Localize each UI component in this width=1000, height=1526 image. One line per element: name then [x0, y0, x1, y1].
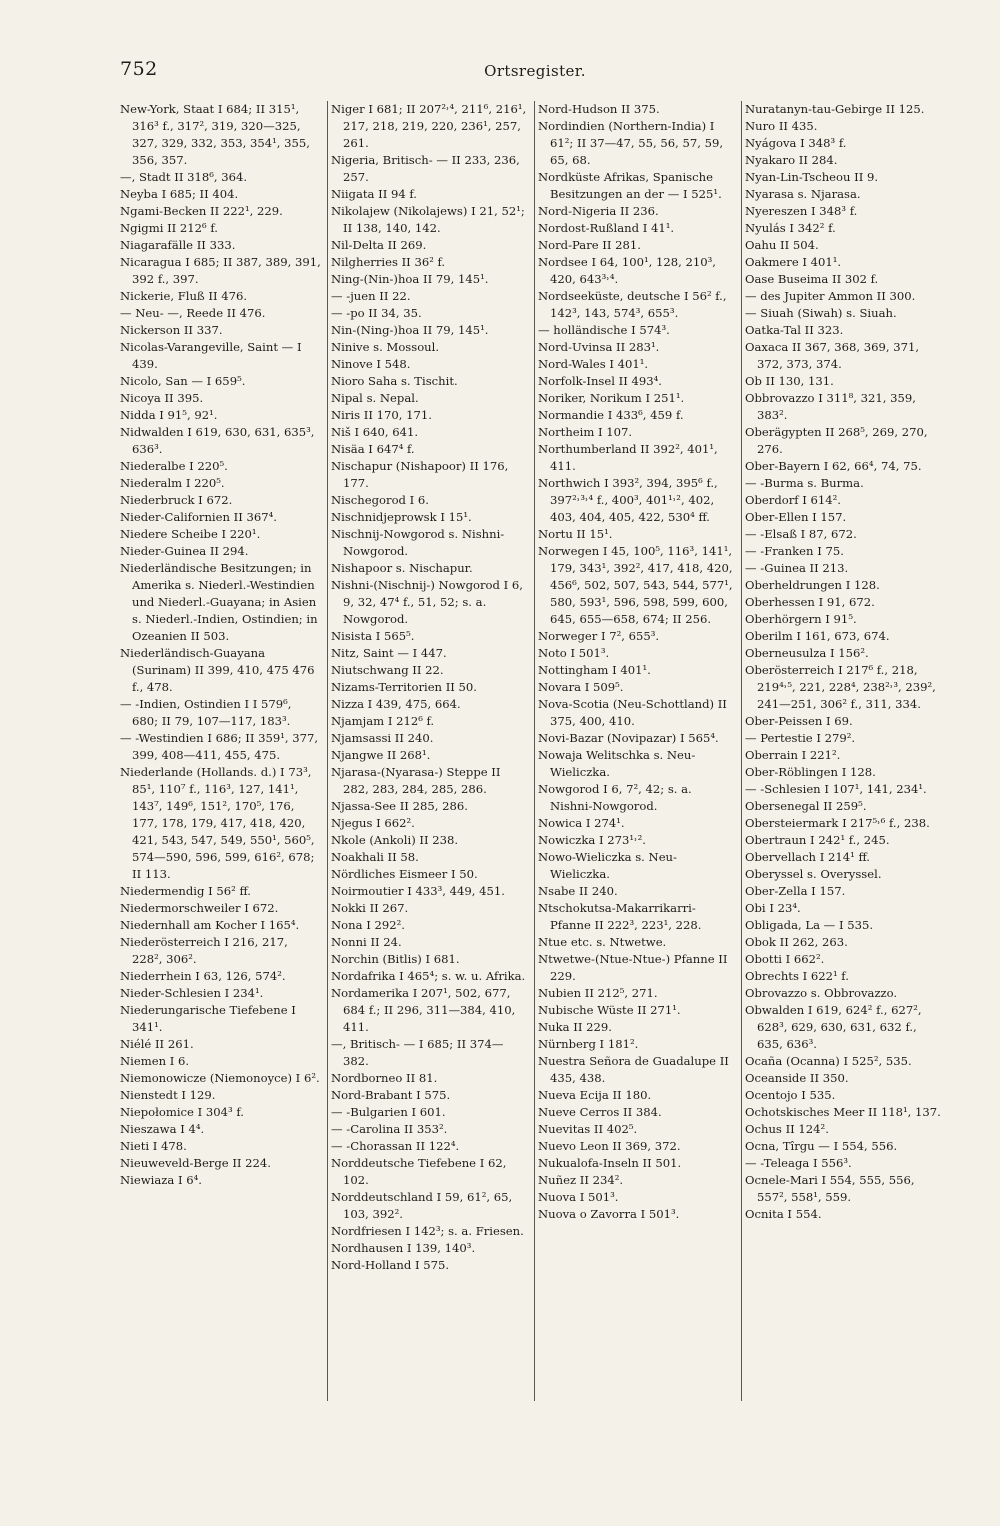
index-entry: — -Bulgarien I 601. — [331, 1105, 446, 1119]
index-entry: Nishni-(Nischnij-) Nowgorod I 6, 9, 32, 47⁴ f., 51, 52; s. a. Nowgorod. — [331, 578, 523, 626]
index-entry: Nickerson II 337. — [120, 323, 223, 337]
index-entry: Nord-Nigeria II 236. — [538, 204, 659, 218]
index-entry: Nitz, Saint — I 447. — [331, 646, 447, 660]
index-entry: Obi I 23⁴. — [745, 901, 801, 915]
index-entry: Niagarafälle II 333. — [120, 238, 236, 252]
index-columns — [120, 101, 950, 1401]
index-entry: Nioro Saha s. Tischit. — [331, 374, 458, 388]
index-entry: Nowo-Wieliczka s. Neu-Wieliczka. — [538, 850, 677, 881]
index-entry: Ninove I 548. — [331, 357, 411, 371]
index-entry: Nordafrika I 465⁴; s. w. u. Afrika. — [331, 969, 526, 983]
index-entry: Obrechts I 622¹ f. — [745, 969, 849, 983]
index-entry: Nin-(Ning-)hoa II 79, 145¹. — [331, 323, 489, 337]
index-entry: Nyágova I 348³ f. — [745, 136, 847, 150]
index-entry: Niederungarische Tiefebene I 341¹. — [120, 1003, 296, 1034]
index-entry: Oatka-Tal II 323. — [745, 323, 844, 337]
index-entry: —, Stadt II 318⁶, 364. — [120, 170, 248, 184]
index-entry: Noriker, Norikum I 251¹. — [538, 391, 685, 405]
index-entry: Nowaja Welitschka s. Neu-Wieliczka. — [538, 748, 696, 779]
index-entry: Nieszawa I 4⁴. — [120, 1122, 205, 1136]
index-entry: Niederösterreich I 216, 217, 228², 306². — [120, 935, 288, 966]
index-entry: Norddeutsche Tiefebene I 62, 102. — [331, 1156, 507, 1187]
index-entry: Nischapur (Nishapoor) II 176, 177. — [331, 459, 509, 490]
index-entry: — -Carolina II 353². — [331, 1122, 448, 1136]
index-entry: — des Jupiter Ammon II 300. — [745, 289, 916, 303]
index-entry: Nowica I 274¹. — [538, 816, 625, 830]
index-entry: Niederbruck I 672. — [120, 493, 233, 507]
index-entry: Ocnele-Mari I 554, 555, 556, 557², 558¹, 559. — [745, 1173, 915, 1204]
index-entry: Norchin (Bitlis) I 681. — [331, 952, 460, 966]
index-entry: Obersenegal II 259⁵. — [745, 799, 867, 813]
index-entry: Oase Buseima II 302 f. — [745, 272, 879, 286]
index-entry: Nordamerika I 207¹, 502, 677, 684 f.; II 296, 311—384, 410, 411. — [331, 986, 516, 1034]
index-entry: Niederalm I 220⁵. — [120, 476, 225, 490]
index-entry: Nordsee I 64, 100¹, 128, 210³, 420, 643³˒⁴. — [538, 255, 716, 286]
index-entry: Ninive s. Mossoul. — [331, 340, 440, 354]
index-column-3 — [534, 101, 741, 1401]
index-entry: Nipal s. Nepal. — [331, 391, 419, 405]
index-column-2 — [327, 101, 534, 1401]
index-entry: Nortu II 15¹. — [538, 527, 613, 541]
index-entry: Nyereszen I 348³ f. — [745, 204, 858, 218]
index-entry: Nizams-Territorien II 50. — [331, 680, 477, 694]
index-entry: Norweger I 7², 655³. — [538, 629, 660, 643]
index-entry: Nowiczka I 273¹˒². — [538, 833, 646, 847]
index-entry: Nord-Brabant I 575. — [331, 1088, 451, 1102]
index-entry: Ntwetwe-(Ntue-Ntue-) Pfanne II 229. — [538, 952, 728, 983]
index-entry: Nuratanyn-tau-Gebirge II 125. — [745, 102, 925, 116]
page-header — [120, 58, 950, 88]
index-entry: Ocnita I 554. — [745, 1207, 822, 1221]
index-entry: Nottingham I 401¹. — [538, 663, 651, 677]
index-entry: Nordseeküste, deutsche I 56² f., 142³, 143, 574³, 655³. — [538, 289, 727, 320]
index-entry: Niedermorschweiler I 672. — [120, 901, 279, 915]
index-entry: Nueve Cerros II 384. — [538, 1105, 662, 1119]
index-entry: Obbrovazzo I 311⁸, 321, 359, 383². — [745, 391, 916, 422]
index-entry: Nikolajew (Nikolajews) I 21, 52¹; II 138, 140, 142. — [331, 204, 525, 235]
index-entry: Nicaragua I 685; II 387, 389, 391, 392 f., 397. — [120, 255, 321, 286]
index-entry: Nicolas-Varangeville, Saint — I 439. — [120, 340, 302, 371]
index-entry: Northumberland II 392², 401¹, 411. — [538, 442, 718, 473]
index-entry: Ober-Bayern I 62, 66⁴, 74, 75. — [745, 459, 922, 473]
index-entry: Niigata II 94 f. — [331, 187, 417, 201]
index-entry: Nishapoor s. Nischapur. — [331, 561, 473, 575]
index-entry: — -Chorassan II 122⁴. — [331, 1139, 460, 1153]
index-entry: Nordindien (Northern-India) I 61²; II 37—47, 55, 56, 57, 59, 65, 68. — [538, 119, 724, 167]
index-entry: Ngami-Becken II 222¹, 229. — [120, 204, 283, 218]
index-entry: Nidwalden I 619, 630, 631, 635³, 636³. — [120, 425, 315, 456]
index-entry: Niederalbe I 220⁵. — [120, 459, 228, 473]
index-entry: Obok II 262, 263. — [745, 935, 848, 949]
index-entry: Nord-Wales I 401¹. — [538, 357, 649, 371]
index-entry: Ocaña (Ocanna) I 525², 535. — [745, 1054, 912, 1068]
index-entry: Niedermendig I 56² ff. — [120, 884, 251, 898]
index-entry: Nueva Ecija II 180. — [538, 1088, 652, 1102]
index-entry: Niewiaza I 6⁴. — [120, 1173, 202, 1187]
index-entry: Oahu II 504. — [745, 238, 819, 252]
index-entry: Niris II 170, 171. — [331, 408, 432, 422]
index-entry: Niger I 681; II 207²˒⁴, 211⁶, 216¹, 217, 218, 219, 220, 236¹, 257, 261. — [331, 102, 527, 150]
index-entry: — -Guinea II 213. — [745, 561, 849, 575]
index-entry: Novi-Bazar (Novipazar) I 565⁴. — [538, 731, 719, 745]
index-entry: Nienstedt I 129. — [120, 1088, 216, 1102]
index-entry: Nordborneo II 81. — [331, 1071, 438, 1085]
index-entry: Neyba I 685; II 404. — [120, 187, 239, 201]
index-entry: — -Indien, Ostindien I I 579⁶, 680; II 79, 107—117, 183³. — [120, 697, 292, 728]
index-entry: New-York, Staat I 684; II 315¹, 316³ f., 317², 319, 320—325, 327, 329, 332, 353, 354¹, 355, 356, 357. — [120, 102, 310, 167]
index-entry: Njangwe II 268¹. — [331, 748, 431, 762]
index-entry: Ngigmi II 212⁶ f. — [120, 221, 218, 235]
index-entry: Nokki II 267. — [331, 901, 409, 915]
index-entry: Nicolo, San — I 659⁵. — [120, 374, 246, 388]
index-entry: Njegus I 662². — [331, 816, 415, 830]
index-entry: Noirmoutier I 433³, 449, 451. — [331, 884, 505, 898]
index-entry: Oberyssel s. Overyssel. — [745, 867, 882, 881]
index-entry: Niedernhall am Kocher I 165⁴. — [120, 918, 300, 932]
index-entry: Obervellach I 214¹ ff. — [745, 850, 870, 864]
index-entry: Nyulás I 342² f. — [745, 221, 836, 235]
index-entry: Niemen I 6. — [120, 1054, 190, 1068]
index-entry: Nürnberg I 181². — [538, 1037, 639, 1051]
index-entry: Nova-Scotia (Neu-Schottland) II 375, 400, 410. — [538, 697, 727, 728]
index-entry: Nischnij-Nowgorod s. Nishni-Nowgorod. — [331, 527, 505, 558]
index-entry: Ntschokutsa-Makarrikarri-Pfanne II 222³, 223¹, 228. — [538, 901, 702, 932]
index-entry: — -Burma s. Burma. — [745, 476, 864, 490]
index-entry: Noto I 501³. — [538, 646, 610, 660]
index-entry: Nuova o Zavorra I 501³. — [538, 1207, 680, 1221]
index-entry: Nuestra Señora de Guadalupe II 435, 438. — [538, 1054, 729, 1085]
index-entry: Nyarasa s. Njarasa. — [745, 187, 861, 201]
index-entry: Niederländische Besitzungen; in Amerika s. Niederl.-Westindien und Niederl.-Guayana; in Asien s. Niederl.-Indien, Ostindien; in Ozeanien II 503. — [120, 561, 318, 643]
index-entry: Oakmere I 401¹. — [745, 255, 842, 269]
index-entry: Niedere Scheibe I 220¹. — [120, 527, 261, 541]
index-entry: Niepołomice I 304³ f. — [120, 1105, 244, 1119]
index-entry: Nicoya II 395. — [120, 391, 204, 405]
index-entry: Northeim I 107. — [538, 425, 633, 439]
index-entry: — -Elsaß I 87, 672. — [745, 527, 857, 541]
index-entry: Nieuweveld-Berge II 224. — [120, 1156, 271, 1170]
index-entry: Nuka II 229. — [538, 1020, 612, 1034]
index-entry: —, Britisch- — I 685; II 374—382. — [331, 1037, 504, 1068]
index-entry: Njassa-See II 285, 286. — [331, 799, 468, 813]
index-entry: Oberhessen I 91, 672. — [745, 595, 875, 609]
index-entry: — -po II 34, 35. — [331, 306, 422, 320]
index-entry: Nord-Uvinsa II 283¹. — [538, 340, 660, 354]
index-entry: — Siuah (Siwah) s. Siuah. — [745, 306, 897, 320]
index-entry: Ocna, Tîrgu — I 554, 556. — [745, 1139, 898, 1153]
index-entry: Nischnidjeprowsk I 15¹. — [331, 510, 472, 524]
index-entry: Nuro II 435. — [745, 119, 818, 133]
index-entry: Nordost-Rußland I 41¹. — [538, 221, 675, 235]
index-entry: Nona I 292². — [331, 918, 405, 932]
index-entry: Oberilm I 161, 673, 674. — [745, 629, 890, 643]
index-entry: — -Franken I 75. — [745, 544, 844, 558]
index-entry: Nubische Wüste II 271¹. — [538, 1003, 681, 1017]
index-entry: Nuñez II 234². — [538, 1173, 624, 1187]
index-entry: Ob II 130, 131. — [745, 374, 834, 388]
index-entry: Njarasa-(Nyarasa-) Steppe II 282, 283, 284, 285, 286. — [331, 765, 501, 796]
index-entry: Oberägypten II 268⁵, 269, 270, 276. — [745, 425, 928, 456]
index-entry: Njamsassi II 240. — [331, 731, 434, 745]
index-entry: Obwalden I 619, 624² f., 627², 628³, 629, 630, 631, 632 f., 635, 636³. — [745, 1003, 922, 1051]
index-entry: Nowgorod I 6, 7², 42; s. a. Nishni-Nowgorod. — [538, 782, 692, 813]
index-column-4 — [741, 101, 948, 1401]
index-entry: Norddeutschland I 59, 61², 65, 103, 392². — [331, 1190, 513, 1221]
index-entry: Nischegorod I 6. — [331, 493, 429, 507]
index-entry: Normandie I 433⁶, 459 f. — [538, 408, 684, 422]
index-entry: Oaxaca II 367, 368, 369, 371, 372, 373, 374. — [745, 340, 920, 371]
index-entry: Niederlande (Hollands. d.) I 73³, 85¹, 110⁷ f., 116³, 127, 141¹, 143⁷, 149⁶, 151², 170⁵, 176, 177, 178, 179, 417, 418, 420, 421, 543, 547, 549, 550¹, 560⁵, 574—590, 596, 599, 616², 678; II 113. — [120, 765, 315, 881]
index-entry: Noakhali II 58. — [331, 850, 419, 864]
index-entry: Ober-Zella I 157. — [745, 884, 846, 898]
index-entry: Obotti I 662². — [745, 952, 825, 966]
index-entry: Nieder-Guinea II 294. — [120, 544, 249, 558]
index-entry: Niélé II 261. — [120, 1037, 194, 1051]
index-entry: Nord-Hudson II 375. — [538, 102, 660, 116]
index-entry: — Neu- —, Reede II 476. — [120, 306, 266, 320]
index-entry: Nordfriesen I 142³; s. a. Friesen. — [331, 1224, 524, 1238]
index-entry: Ochotskisches Meer II 118¹, 137. — [745, 1105, 941, 1119]
index-entry: — -Schlesien I 107¹, 141, 234¹. — [745, 782, 927, 796]
index-entry: Ocentojo I 535. — [745, 1088, 836, 1102]
index-entry: Nilgherries II 36² f. — [331, 255, 446, 269]
index-entry: Obersteiermark I 217⁵˒⁶ f., 238. — [745, 816, 930, 830]
index-entry: Obligada, La — I 535. — [745, 918, 874, 932]
index-entry: Nsabe II 240. — [538, 884, 618, 898]
index-entry: Nil-Delta II 269. — [331, 238, 427, 252]
index-entry: Oberdorf I 614². — [745, 493, 841, 507]
index-entry: Ochus II 124². — [745, 1122, 829, 1136]
index-entry: Oberneusulza I 156². — [745, 646, 869, 660]
index-column-1 — [120, 101, 327, 1401]
index-entry: — -Westindien I 686; II 359¹, 377, 399, 408—411, 455, 475. — [120, 731, 319, 762]
index-entry: Obrovazzo s. Obbrovazzo. — [745, 986, 898, 1000]
index-entry: Nuova I 501³. — [538, 1190, 619, 1204]
index-entry: Ober-Röblingen I 128. — [745, 765, 876, 779]
index-entry: Nonni II 24. — [331, 935, 402, 949]
index-entry: Nizza I 439, 475, 664. — [331, 697, 461, 711]
index-entry: Niemonowicze (Niemonoyce) I 6². — [120, 1071, 320, 1085]
index-entry: Nidda I 91⁵, 92¹. — [120, 408, 218, 422]
index-entry: Ober-Ellen I 157. — [745, 510, 847, 524]
index-entry: Northwich I 393², 394, 395⁶ f., 397²˒³˒⁴ f., 400³, 401¹˒², 402, 403, 404, 405, 422, 530⁴ ff. — [538, 476, 718, 524]
index-entry: Niederländisch-Guayana (Surinam) II 399, 410, 475 476 f., 478. — [120, 646, 315, 694]
index-entry: Niš I 640, 641. — [331, 425, 419, 439]
index-entry: Nördliches Eismeer I 50. — [331, 867, 478, 881]
index-entry: — -juen II 22. — [331, 289, 411, 303]
index-entry: Nyan-Lin-Tscheou II 9. — [745, 170, 879, 184]
index-entry: Oberösterreich I 217⁶ f., 218, 219⁴˒⁵, 221, 228⁴, 238²˒³, 239², 241—251, 306² f., 311, 334. — [745, 663, 936, 711]
index-entry: Ntue etc. s. Ntwetwe. — [538, 935, 667, 949]
index-entry: Nuevitas II 402⁵. — [538, 1122, 638, 1136]
index-entry: Niederrhein I 63, 126, 574². — [120, 969, 286, 983]
index-entry: Njamjam I 212⁶ f. — [331, 714, 435, 728]
index-entry: Novara I 509⁵. — [538, 680, 624, 694]
index-entry: Nord-Pare II 281. — [538, 238, 641, 252]
index-entry: Nordhausen I 139, 140³. — [331, 1241, 476, 1255]
index-entry: Nordküste Afrikas, Spanische Besitzungen an der — I 525¹. — [538, 170, 722, 201]
index-entry: Nigeria, Britisch- — II 233, 236, 257. — [331, 153, 520, 184]
index-entry: Nieti I 478. — [120, 1139, 187, 1153]
index-entry: Nickerie, Fluß II 476. — [120, 289, 248, 303]
index-entry: — -Teleaga I 556³. — [745, 1156, 852, 1170]
index-entry: Nukualofa-Inseln II 501. — [538, 1156, 682, 1170]
index-entry: Nyakaro II 284. — [745, 153, 838, 167]
index-entry: Nubien II 212⁵, 271. — [538, 986, 658, 1000]
index-entry: Ober-Peissen I 69. — [745, 714, 853, 728]
index-entry: Ning-(Nin-)hoa II 79, 145¹. — [331, 272, 489, 286]
index-entry: Nord-Holland I 575. — [331, 1258, 450, 1272]
index-entry: Nuevo Leon II 369, 372. — [538, 1139, 681, 1153]
index-entry: Oberheldrungen I 128. — [745, 578, 880, 592]
index-entry: Norwegen I 45, 100⁵, 116³, 141¹, 179, 343¹, 392², 417, 418, 420, 456⁶, 502, 507, 543, 544, 577¹, 580, 593¹, 596, 598, 599, 600, 645, 655—658, 674; II 256. — [538, 544, 733, 626]
index-entry: Nkole (Ankoli) II 238. — [331, 833, 459, 847]
index-entry: Obertraun I 242¹ f., 245. — [745, 833, 890, 847]
index-entry: — holländische I 574³. — [538, 323, 670, 337]
index-entry: Nieder-Californien II 367⁴. — [120, 510, 277, 524]
index-entry: Norfolk-Insel II 493⁴. — [538, 374, 662, 388]
running-title: Ortsregister. — [484, 62, 586, 80]
index-entry: — Pertestie I 279². — [745, 731, 856, 745]
index-entry: Oceanside II 350. — [745, 1071, 849, 1085]
index-entry: Oberrain I 221². — [745, 748, 841, 762]
index-entry: Oberhörgern I 91⁵. — [745, 612, 857, 626]
index-entry: Nisäa I 647⁴ f. — [331, 442, 415, 456]
index-entry: Niutschwang II 22. — [331, 663, 444, 677]
page-number: 752 — [120, 58, 158, 80]
index-entry: Nieder-Schlesien I 234¹. — [120, 986, 264, 1000]
index-entry: Nisista I 565⁵. — [331, 629, 415, 643]
